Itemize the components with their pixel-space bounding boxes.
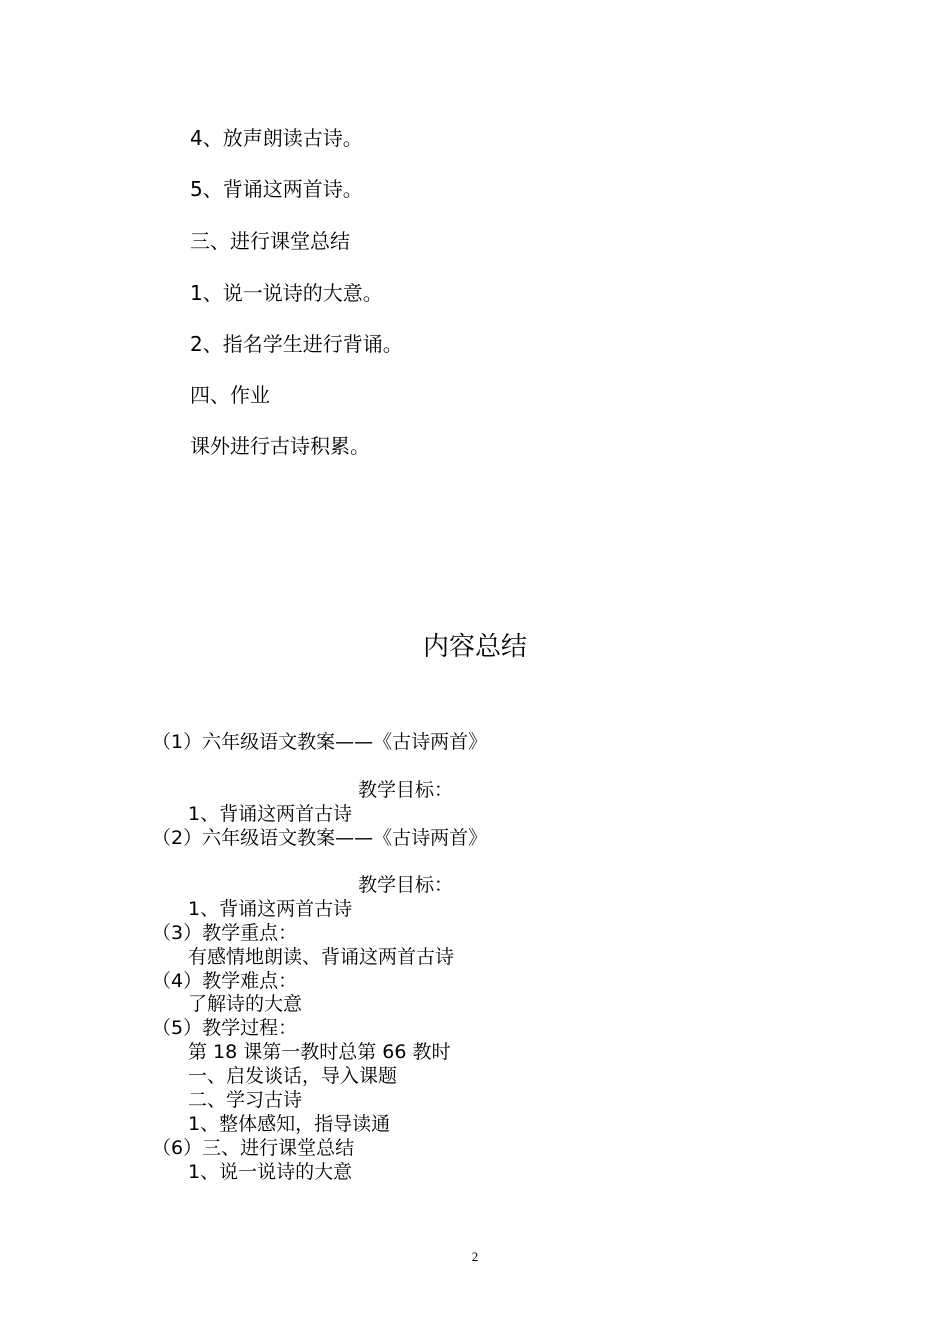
body-line-4: 1、说一说诗的大意。 — [190, 281, 383, 305]
summary-title: 内容总结 — [422, 632, 527, 662]
summary-line-15: 1、整体感知，指导读通 — [188, 1113, 391, 1135]
summary-line-3: 1、背诵这两首古诗 — [188, 803, 353, 825]
summary-line-11: （5）教学过程： — [152, 1017, 298, 1039]
summary-line-6: 1、背诵这两首古诗 — [188, 898, 353, 920]
summary-line-9: （4）教学难点： — [152, 970, 298, 992]
summary-line-8: 有感情地朗读、背诵这两首古诗 — [188, 946, 455, 968]
body-line-1: 4、放声朗读古诗。 — [190, 126, 363, 150]
body-line-7: 课外进行古诗积累。 — [190, 434, 370, 458]
body-line-2: 5、背诵这两首诗。 — [190, 177, 363, 201]
summary-line-10: 了解诗的大意 — [188, 993, 303, 1015]
summary-line-7: （3）教学重点： — [152, 922, 298, 944]
body-line-6: 四、作业 — [190, 383, 270, 407]
summary-line-1: （1）六年级语文教案——《古诗两首》 — [152, 731, 488, 753]
summary-line-14: 二、学习古诗 — [188, 1089, 303, 1111]
summary-line-5: 教学目标： — [358, 874, 454, 896]
summary-line-16: （6）三、进行课堂总结 — [152, 1137, 355, 1159]
summary-line-17: 1、说一说诗的大意 — [188, 1161, 353, 1183]
summary-line-4: （2）六年级语文教案——《古诗两首》 — [152, 827, 488, 849]
summary-line-2: 教学目标： — [358, 779, 454, 801]
body-line-3: 三、进行课堂总结 — [190, 229, 350, 253]
page-number: 2 — [471, 1249, 479, 1264]
summary-line-13: 一、启发谈话，导入课题 — [188, 1065, 398, 1087]
summary-line-12: 第 18 课第一教时总第 66 教时 — [188, 1041, 451, 1063]
body-line-5: 2、指名学生进行背诵。 — [190, 332, 403, 356]
